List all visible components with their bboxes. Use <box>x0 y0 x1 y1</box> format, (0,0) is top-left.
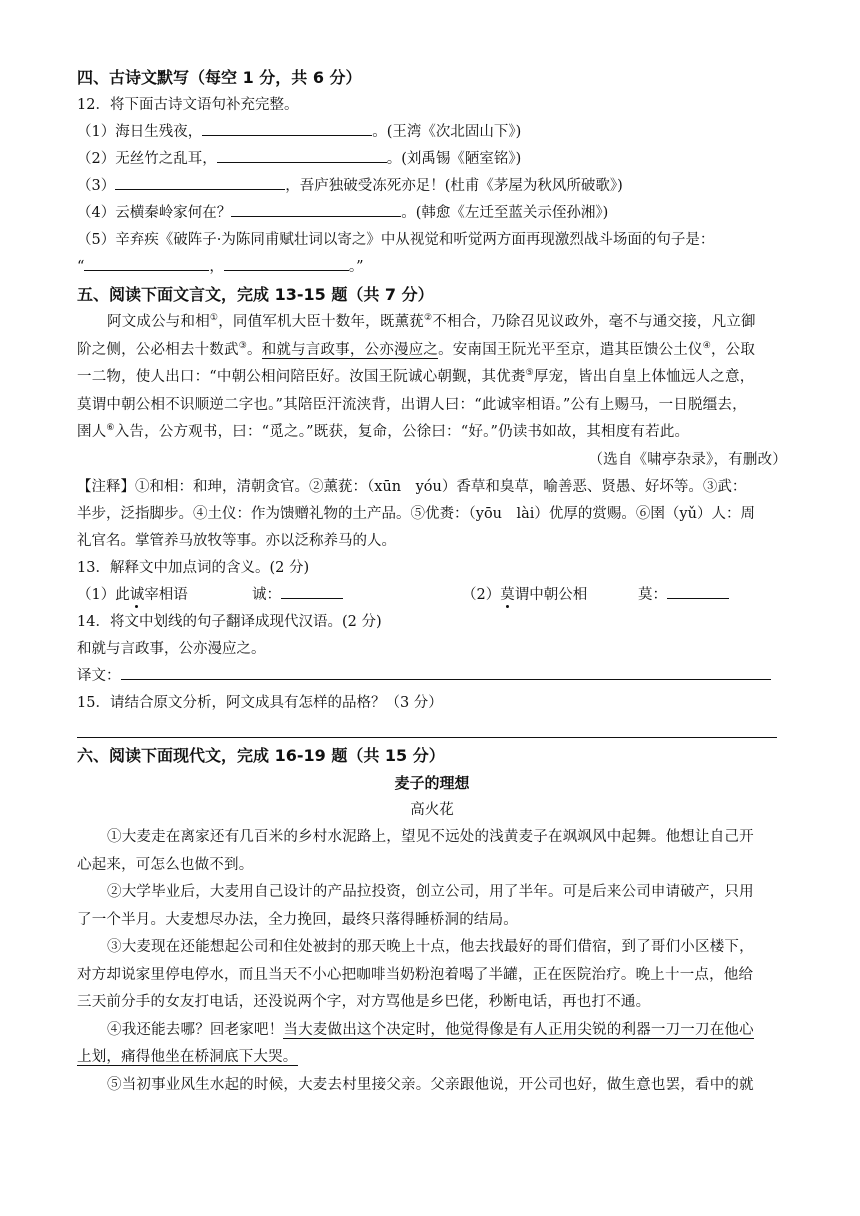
classical-text-line-1 <box>77 309 787 337</box>
source-citation: （选自《啸亭杂录》，有删改） <box>588 451 787 468</box>
answer-blank[interactable] <box>115 173 285 190</box>
note-marker: ② <box>424 313 433 324</box>
answer-blank[interactable] <box>202 119 372 136</box>
paragraph-2-line-2: 了一个半月。大麦想尽办法，全力挽回，最终只落得睡桥洞的结局。 <box>77 911 518 928</box>
q12-item-2-source: 。(刘禹锡《陋室铭》) <box>386 151 522 167</box>
q13-item-2 <box>462 582 638 609</box>
answer-blank[interactable] <box>224 254 349 271</box>
text: 。安南国王阮光平至京，遣其臣馈公土仪 <box>438 341 703 358</box>
classical-text-line-3 <box>77 364 787 392</box>
answer-blank[interactable] <box>667 582 729 599</box>
dotted-word: 诚 <box>129 587 145 603</box>
q12-item-3 <box>77 173 787 200</box>
q12-item-2 <box>77 146 787 173</box>
paragraph-3-line-3: 三天前分手的女友打电话，还没说两个字，对方骂他是乡巴佬，秒断电话，再也打不通。 <box>77 994 651 1010</box>
note-marker: ⑤ <box>525 368 534 379</box>
answer-blank[interactable] <box>217 146 387 163</box>
text: ，公取 <box>710 341 756 358</box>
q12-item-4-source: 。(韩愈《左迁至蓝关示侄孙湘》) <box>401 205 609 221</box>
paragraph-4-line-1 <box>77 1017 787 1045</box>
q12-item-5: （5）辛弃疾《破阵子·为陈同甫赋壮词以寄之》中从视觉和听觉两方面再现激烈战斗场面的句子是： <box>77 232 715 248</box>
open-quote: “ <box>77 259 85 275</box>
text: 谓中朝公相 <box>514 587 588 603</box>
paragraph-3-line-1: ③大麦现在还能想起公司和住处被封的那天晚上十点，他去找最好的哥们借宿，到了哥们小区楼下， <box>107 939 754 955</box>
question-12-prompt: 12．将下面古诗文语句补充完整。 <box>77 97 299 113</box>
note-marker: ① <box>209 313 219 324</box>
dotted-word: 莫 <box>500 587 515 603</box>
note-marker: ⑥ <box>106 423 115 434</box>
text: 诚： <box>252 587 281 603</box>
answer-blank[interactable] <box>84 254 209 271</box>
text: ④我还能去哪？回老家吧！ <box>107 1021 284 1038</box>
notes-line-3: 礼官名。掌管养马放牧等事。亦以泛称养马的人。 <box>77 533 396 549</box>
q12-item-1-text: （1）海日生残夜， <box>77 124 203 140</box>
q12-item-1-source: 。(王湾《次北固山下》) <box>372 124 522 140</box>
text: （2） <box>462 587 501 603</box>
text: 厚宠，皆出自皇上体恤远人之意， <box>533 369 755 385</box>
q13-items <box>77 582 787 609</box>
note-marker: ④ <box>702 340 711 351</box>
underlined-sentence: 上划，痛得他坐在桥洞底下大哭。 <box>77 1049 298 1065</box>
classical-text-line-4: 莫谓中朝公相不识顺逆二字也。”其陪臣汗流浃背，出谓人曰：“此诚宰相语。”公有上赐马，一日脱缰去， <box>77 396 747 413</box>
answer-blank[interactable] <box>231 200 401 217</box>
exam-page <box>77 64 787 1099</box>
text: 宰相语 <box>144 587 188 603</box>
paragraph-2-line-1: ②大学毕业后，大麦用自己设计的产品拉投资，创立公司，用了半年。可是后来公司申请破产，只用 <box>107 884 754 900</box>
article-author: 高火花 <box>410 802 454 818</box>
text: 一二物，使人出口：“中朝公相问陪臣好。汝国王阮诚心朝觐，其优赉 <box>77 369 526 385</box>
q13-item-2-answer <box>638 582 729 609</box>
underlined-sentence: 和就与言政事，公亦漫应之 <box>261 341 439 358</box>
question-15-prompt: 15．请结合原文分析，阿文成具有怎样的品格？（3 分） <box>77 695 443 711</box>
text: 阿文成公与和相 <box>107 314 210 330</box>
close-quote: 。” <box>348 259 364 275</box>
paragraph-1-line-1: ①大麦走在离家还有几百米的乡村水泥路上，望见不远处的浅黄麦子在飒飒风中起舞。他想让自己开 <box>107 829 754 845</box>
q12-item-4 <box>77 200 787 227</box>
text: 圉人 <box>77 424 107 440</box>
text: 莫： <box>638 587 667 603</box>
paragraph-3-line-2: 对方却说家里停电停水，而且当天不小心把咖啡当奶粉泡着喝了半罐，正在医院治疗。晚上十一点，他给 <box>77 966 754 983</box>
text: 入告，公方观书，曰：“觅之。”既获，复命，公徐曰：“好。”仍读书如故，其相度有若此。 <box>114 424 690 440</box>
q15-answer-line[interactable] <box>77 723 777 738</box>
q13-item-1 <box>77 582 252 609</box>
article-title: 麦子的理想 <box>394 774 470 792</box>
question-13-prompt: 13．解释文中加点词的含义。(2 分) <box>77 560 310 576</box>
text: 。 <box>246 341 262 358</box>
q12-item-3-source: ，吾庐独破受冻死亦足！(杜甫《茅屋为秋风所破歌》) <box>285 178 623 194</box>
q12-item-1 <box>77 119 787 146</box>
notes-line-2: 半步，泛指脚步。④土仪：作为馈赠礼物的土产品。⑤优赉：（yōu lài）优厚的赏赐。⑥圉（yǔ）人：周 <box>77 506 755 522</box>
section-4-heading: 四、古诗文默写（每空 1 分，共 6 分） <box>77 68 362 87</box>
paragraph-5-line-1: ⑤当初事业风生水起的时候，大麦去村里接父亲。父亲跟他说，开公司也好，做生意也罢，看中的就 <box>107 1076 754 1093</box>
text: 阶之侧，公必相去十数武 <box>77 341 239 358</box>
classical-text-line-5 <box>77 419 787 447</box>
paragraph-4-line-2 <box>77 1044 787 1072</box>
text: （1）此 <box>77 587 130 603</box>
q12-item-5-blanks <box>77 254 787 281</box>
q14-sentence: 和就与言政事，公亦漫应之。 <box>77 641 266 657</box>
section-5-heading: 五、阅读下面文言文，完成 13-15 题（共 7 分） <box>77 285 434 304</box>
translation-label: 译文： <box>77 668 121 684</box>
classical-text-line-2 <box>77 337 787 365</box>
text: 不相合，乃除召见议政外，毫不与通交接，凡立御 <box>432 314 756 330</box>
notes-line-1: 【注释】①和相：和珅，清朝贪官。②薰莸：（xūn yóu）香草和臭草，喻善恶、贤愚、好坏等。③武： <box>77 479 747 495</box>
comma: ， <box>209 259 224 275</box>
underlined-sentence: 当大麦做出这个决定时，他觉得像是有人正用尖锐的利器一刀一刀在他心 <box>283 1021 754 1038</box>
q14-translation-row <box>77 663 787 690</box>
translation-blank[interactable] <box>121 663 771 680</box>
question-14-prompt: 14．将文中划线的句子翻译成现代汉语。(2 分) <box>77 614 382 630</box>
text: ，同值军机大臣十数年，既薰莸 <box>218 314 424 330</box>
q12-item-3-text: （3） <box>77 178 116 194</box>
section-6-heading: 六、阅读下面现代文，完成 16-19 题（共 15 分） <box>77 746 445 765</box>
q12-item-4-text: （4）云横秦岭家何在？ <box>77 205 232 221</box>
q12-item-2-text: （2）无丝竹之乱耳， <box>77 151 217 167</box>
q13-item-1-answer <box>252 582 462 609</box>
answer-blank[interactable] <box>281 582 343 599</box>
paragraph-1-line-2: 心起来，可怎么也做不到。 <box>77 856 254 873</box>
note-marker: ③ <box>238 340 247 351</box>
